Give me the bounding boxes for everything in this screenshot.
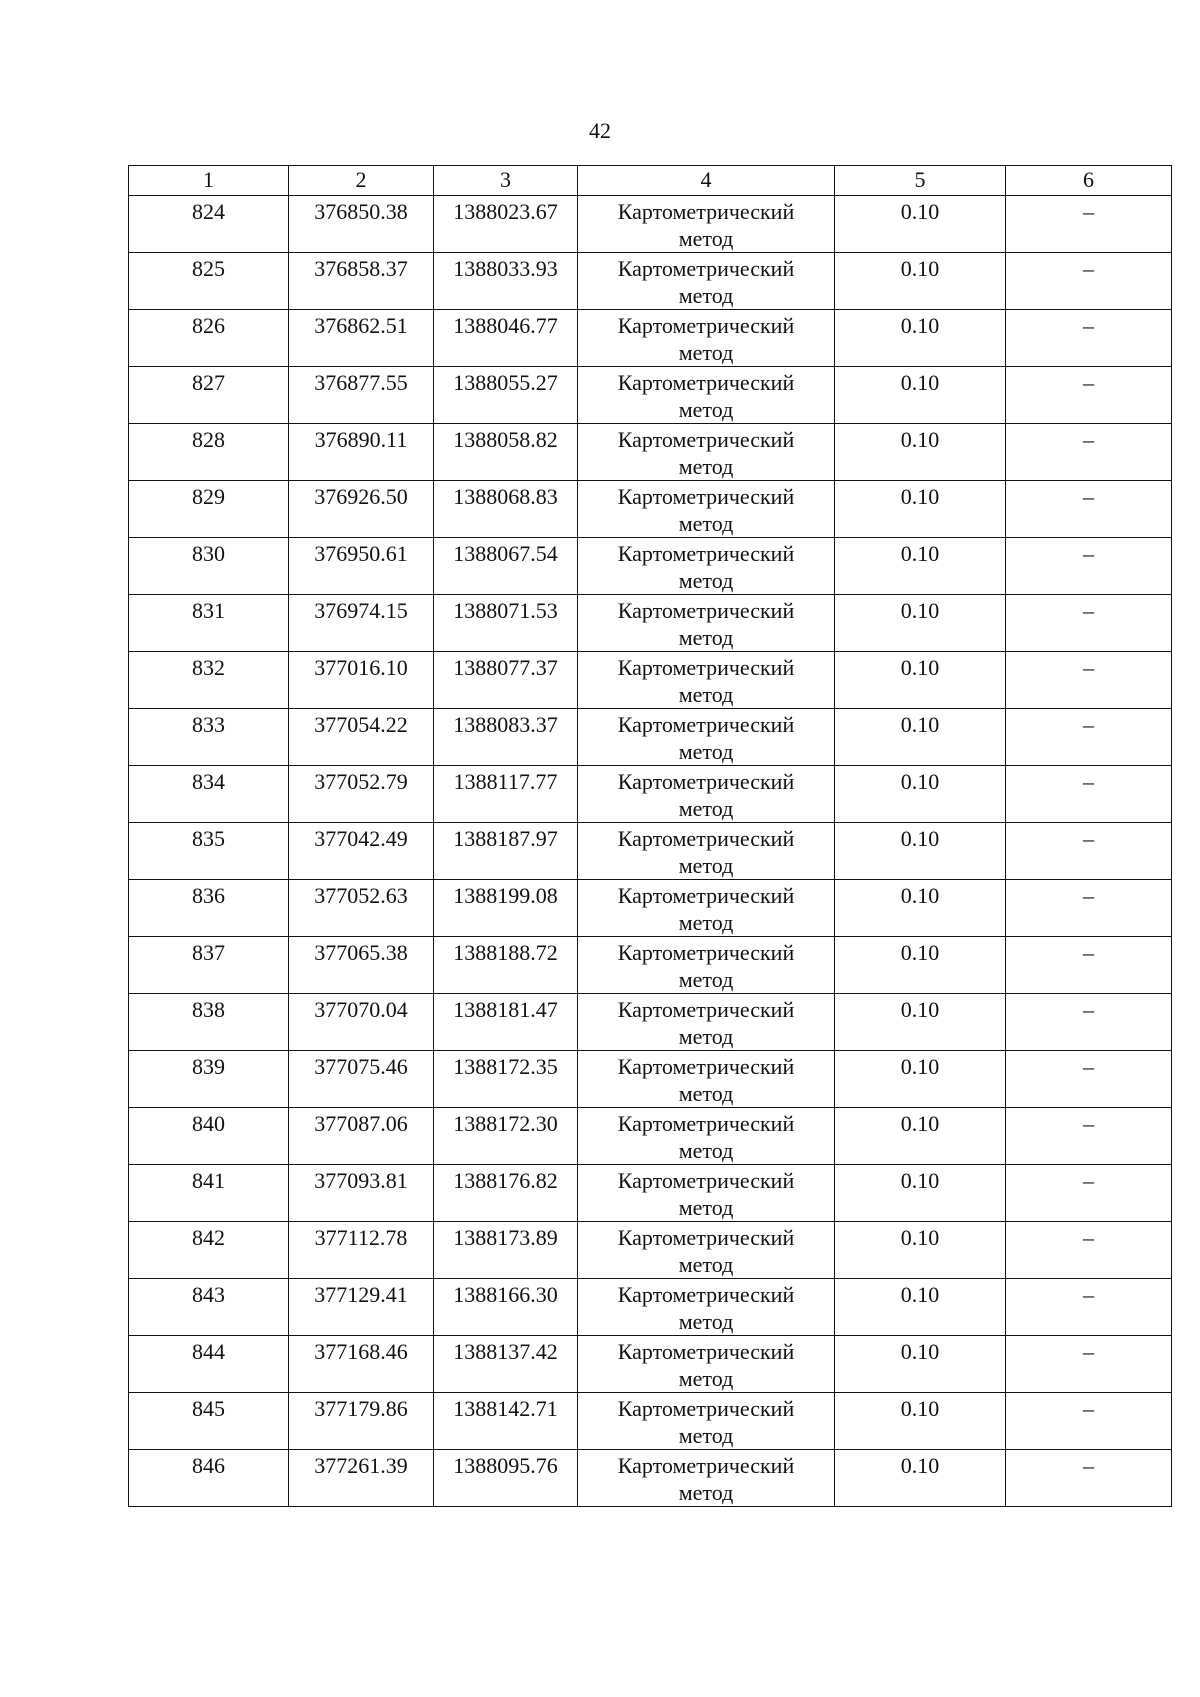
point-number-cell: 829 <box>129 481 289 538</box>
method-line-1: Картометрический <box>617 826 795 851</box>
method-line-2: метод <box>678 1195 734 1220</box>
method-cell <box>578 253 835 310</box>
accuracy-cell: 0.10 <box>835 1165 1006 1222</box>
accuracy-cell: 0.10 <box>835 1108 1006 1165</box>
method-line-1: Картометрический <box>617 1054 795 1079</box>
point-number-cell: 830 <box>129 538 289 595</box>
table-row <box>129 1222 1172 1279</box>
table-row <box>129 994 1172 1051</box>
accuracy-cell: 0.10 <box>835 1393 1006 1450</box>
method-cell <box>578 1108 835 1165</box>
x-coordinate-cell: 376877.55 <box>289 367 434 424</box>
x-coordinate-cell: 377112.78 <box>289 1222 434 1279</box>
table-row <box>129 880 1172 937</box>
table-body <box>129 166 1172 1507</box>
method-cell <box>578 1051 835 1108</box>
x-coordinate-cell: 377129.41 <box>289 1279 434 1336</box>
method-cell <box>578 994 835 1051</box>
method-line-1: Картометрический <box>617 712 795 737</box>
x-coordinate-cell: 377042.49 <box>289 823 434 880</box>
x-coordinate-cell: 376974.15 <box>289 595 434 652</box>
note-cell: – <box>1006 1108 1172 1165</box>
table-row <box>129 1108 1172 1165</box>
method-cell <box>578 481 835 538</box>
accuracy-cell: 0.10 <box>835 1279 1006 1336</box>
point-number-cell: 840 <box>129 1108 289 1165</box>
x-coordinate-cell: 377093.81 <box>289 1165 434 1222</box>
table-row <box>129 1279 1172 1336</box>
method-line-2: метод <box>678 1423 734 1448</box>
table-row <box>129 1393 1172 1450</box>
y-coordinate-cell: 1388055.27 <box>434 367 578 424</box>
method-cell <box>578 1222 835 1279</box>
accuracy-cell: 0.10 <box>835 1222 1006 1279</box>
method-cell <box>578 196 835 253</box>
note-cell: – <box>1006 652 1172 709</box>
method-line-2: метод <box>678 1366 734 1391</box>
x-coordinate-cell: 376926.50 <box>289 481 434 538</box>
method-line-1: Картометрический <box>617 256 795 281</box>
note-cell: – <box>1006 538 1172 595</box>
method-cell <box>578 652 835 709</box>
y-coordinate-cell: 1388067.54 <box>434 538 578 595</box>
method-cell <box>578 1165 835 1222</box>
y-coordinate-cell: 1388187.97 <box>434 823 578 880</box>
method-cell <box>578 937 835 994</box>
accuracy-cell: 0.10 <box>835 481 1006 538</box>
accuracy-cell: 0.10 <box>835 253 1006 310</box>
method-cell <box>578 880 835 937</box>
y-coordinate-cell: 1388166.30 <box>434 1279 578 1336</box>
accuracy-cell: 0.10 <box>835 538 1006 595</box>
method-line-1: Картометрический <box>617 313 795 338</box>
point-number-cell: 844 <box>129 1336 289 1393</box>
point-number-cell: 845 <box>129 1393 289 1450</box>
note-cell: – <box>1006 253 1172 310</box>
method-cell <box>578 1279 835 1336</box>
accuracy-cell: 0.10 <box>835 310 1006 367</box>
method-cell <box>578 766 835 823</box>
point-number-cell: 827 <box>129 367 289 424</box>
point-number-cell: 841 <box>129 1165 289 1222</box>
x-coordinate-cell: 377054.22 <box>289 709 434 766</box>
method-line-2: метод <box>678 1252 734 1277</box>
x-coordinate-cell: 377052.79 <box>289 766 434 823</box>
method-line-1: Картометрический <box>617 655 795 680</box>
y-coordinate-cell: 1388173.89 <box>434 1222 578 1279</box>
y-coordinate-cell: 1388137.42 <box>434 1336 578 1393</box>
accuracy-cell: 0.10 <box>835 709 1006 766</box>
table-row <box>129 538 1172 595</box>
method-line-1: Картометрический <box>617 1111 795 1136</box>
x-coordinate-cell: 377087.06 <box>289 1108 434 1165</box>
note-cell: – <box>1006 310 1172 367</box>
table-row <box>129 253 1172 310</box>
method-cell <box>578 823 835 880</box>
accuracy-cell: 0.10 <box>835 367 1006 424</box>
method-line-1: Картометрический <box>617 1339 795 1364</box>
table-row <box>129 1336 1172 1393</box>
method-cell <box>578 1336 835 1393</box>
method-line-2: метод <box>678 397 734 422</box>
x-coordinate-cell: 377052.63 <box>289 880 434 937</box>
method-cell <box>578 709 835 766</box>
note-cell: – <box>1006 595 1172 652</box>
note-cell: – <box>1006 481 1172 538</box>
method-line-2: метод <box>678 796 734 821</box>
method-line-1: Картометрический <box>617 769 795 794</box>
method-line-1: Картометрический <box>617 598 795 623</box>
point-number-cell: 835 <box>129 823 289 880</box>
accuracy-cell: 0.10 <box>835 937 1006 994</box>
method-cell <box>578 595 835 652</box>
x-coordinate-cell: 376858.37 <box>289 253 434 310</box>
method-line-2: метод <box>678 568 734 593</box>
column-header: 4 <box>578 166 835 196</box>
method-line-2: метод <box>678 1138 734 1163</box>
method-line-1: Картометрический <box>617 427 795 452</box>
method-line-2: метод <box>678 511 734 536</box>
method-line-2: метод <box>678 853 734 878</box>
method-cell <box>578 424 835 481</box>
table-row <box>129 1051 1172 1108</box>
note-cell: – <box>1006 424 1172 481</box>
note-cell: – <box>1006 994 1172 1051</box>
point-number-cell: 826 <box>129 310 289 367</box>
point-number-cell: 836 <box>129 880 289 937</box>
note-cell: – <box>1006 1165 1172 1222</box>
accuracy-cell: 0.10 <box>835 766 1006 823</box>
column-header: 5 <box>835 166 1006 196</box>
method-cell <box>578 538 835 595</box>
table-row <box>129 367 1172 424</box>
note-cell: – <box>1006 1336 1172 1393</box>
x-coordinate-cell: 376850.38 <box>289 196 434 253</box>
y-coordinate-cell: 1388181.47 <box>434 994 578 1051</box>
point-number-cell: 824 <box>129 196 289 253</box>
point-number-cell: 843 <box>129 1279 289 1336</box>
note-cell: – <box>1006 196 1172 253</box>
method-line-2: метод <box>678 1081 734 1106</box>
x-coordinate-cell: 377065.38 <box>289 937 434 994</box>
point-number-cell: 839 <box>129 1051 289 1108</box>
accuracy-cell: 0.10 <box>835 994 1006 1051</box>
x-coordinate-cell: 377070.04 <box>289 994 434 1051</box>
method-line-1: Картометрический <box>617 1453 795 1478</box>
y-coordinate-cell: 1388172.30 <box>434 1108 578 1165</box>
note-cell: – <box>1006 367 1172 424</box>
method-line-1: Картометрический <box>617 1168 795 1193</box>
note-cell: – <box>1006 1222 1172 1279</box>
y-coordinate-cell: 1388142.71 <box>434 1393 578 1450</box>
x-coordinate-cell: 377016.10 <box>289 652 434 709</box>
point-number-cell: 837 <box>129 937 289 994</box>
table-row <box>129 823 1172 880</box>
page-number: 42 <box>589 118 611 143</box>
note-cell: – <box>1006 766 1172 823</box>
y-coordinate-cell: 1388023.67 <box>434 196 578 253</box>
method-line-1: Картометрический <box>617 940 795 965</box>
method-line-1: Картометрический <box>617 370 795 395</box>
y-coordinate-cell: 1388083.37 <box>434 709 578 766</box>
table-row <box>129 310 1172 367</box>
method-line-2: метод <box>678 967 734 992</box>
table-row <box>129 1450 1172 1507</box>
x-coordinate-cell: 377261.39 <box>289 1450 434 1507</box>
accuracy-cell: 0.10 <box>835 1450 1006 1507</box>
column-header: 6 <box>1006 166 1172 196</box>
x-coordinate-cell: 376890.11 <box>289 424 434 481</box>
point-number-cell: 838 <box>129 994 289 1051</box>
method-cell <box>578 310 835 367</box>
accuracy-cell: 0.10 <box>835 1336 1006 1393</box>
method-line-2: метод <box>678 910 734 935</box>
y-coordinate-cell: 1388117.77 <box>434 766 578 823</box>
accuracy-cell: 0.10 <box>835 823 1006 880</box>
point-number-cell: 832 <box>129 652 289 709</box>
table-row <box>129 766 1172 823</box>
y-coordinate-cell: 1388172.35 <box>434 1051 578 1108</box>
table-row <box>129 196 1172 253</box>
point-number-cell: 825 <box>129 253 289 310</box>
method-line-2: метод <box>678 226 734 251</box>
table-row <box>129 595 1172 652</box>
header-row <box>129 166 1172 196</box>
y-coordinate-cell: 1388199.08 <box>434 880 578 937</box>
y-coordinate-cell: 1388071.53 <box>434 595 578 652</box>
y-coordinate-cell: 1388176.82 <box>434 1165 578 1222</box>
note-cell: – <box>1006 1393 1172 1450</box>
table-row <box>129 481 1172 538</box>
y-coordinate-cell: 1388046.77 <box>434 310 578 367</box>
method-line-1: Картометрический <box>617 1396 795 1421</box>
method-line-1: Картометрический <box>617 199 795 224</box>
table-row <box>129 1165 1172 1222</box>
accuracy-cell: 0.10 <box>835 880 1006 937</box>
accuracy-cell: 0.10 <box>835 595 1006 652</box>
point-number-cell: 833 <box>129 709 289 766</box>
point-number-cell: 828 <box>129 424 289 481</box>
note-cell: – <box>1006 1051 1172 1108</box>
method-line-1: Картометрический <box>617 1225 795 1250</box>
table-row <box>129 652 1172 709</box>
note-cell: – <box>1006 709 1172 766</box>
note-cell: – <box>1006 880 1172 937</box>
method-line-2: метод <box>678 283 734 308</box>
method-line-1: Картометрический <box>617 541 795 566</box>
method-line-2: метод <box>678 1309 734 1334</box>
x-coordinate-cell: 376862.51 <box>289 310 434 367</box>
column-header: 2 <box>289 166 434 196</box>
note-cell: – <box>1006 937 1172 994</box>
method-line-2: метод <box>678 340 734 365</box>
method-cell <box>578 1393 835 1450</box>
x-coordinate-cell: 377075.46 <box>289 1051 434 1108</box>
method-cell <box>578 367 835 424</box>
note-cell: – <box>1006 1279 1172 1336</box>
method-line-2: метод <box>678 739 734 764</box>
column-header: 1 <box>129 166 289 196</box>
method-line-1: Картометрический <box>617 484 795 509</box>
y-coordinate-cell: 1388033.93 <box>434 253 578 310</box>
accuracy-cell: 0.10 <box>835 196 1006 253</box>
point-number-cell: 846 <box>129 1450 289 1507</box>
table-row <box>129 424 1172 481</box>
x-coordinate-cell: 377168.46 <box>289 1336 434 1393</box>
x-coordinate-cell: 376950.61 <box>289 538 434 595</box>
point-number-cell: 831 <box>129 595 289 652</box>
table-row <box>129 937 1172 994</box>
y-coordinate-cell: 1388068.83 <box>434 481 578 538</box>
method-line-1: Картометрический <box>617 883 795 908</box>
method-line-2: метод <box>678 1024 734 1049</box>
method-line-2: метод <box>678 625 734 650</box>
x-coordinate-cell: 377179.86 <box>289 1393 434 1450</box>
note-cell: – <box>1006 1450 1172 1507</box>
point-number-cell: 842 <box>129 1222 289 1279</box>
point-number-cell: 834 <box>129 766 289 823</box>
y-coordinate-cell: 1388095.76 <box>434 1450 578 1507</box>
accuracy-cell: 0.10 <box>835 1051 1006 1108</box>
method-line-2: метод <box>678 682 734 707</box>
coordinates-table <box>128 165 1172 1507</box>
note-cell: – <box>1006 823 1172 880</box>
table-row <box>129 709 1172 766</box>
y-coordinate-cell: 1388058.82 <box>434 424 578 481</box>
method-line-1: Картометрический <box>617 1282 795 1307</box>
accuracy-cell: 0.10 <box>835 652 1006 709</box>
y-coordinate-cell: 1388077.37 <box>434 652 578 709</box>
method-cell <box>578 1450 835 1507</box>
method-line-2: метод <box>678 1480 734 1505</box>
method-line-2: метод <box>678 454 734 479</box>
y-coordinate-cell: 1388188.72 <box>434 937 578 994</box>
method-line-1: Картометрический <box>617 997 795 1022</box>
column-header: 3 <box>434 166 578 196</box>
accuracy-cell: 0.10 <box>835 424 1006 481</box>
